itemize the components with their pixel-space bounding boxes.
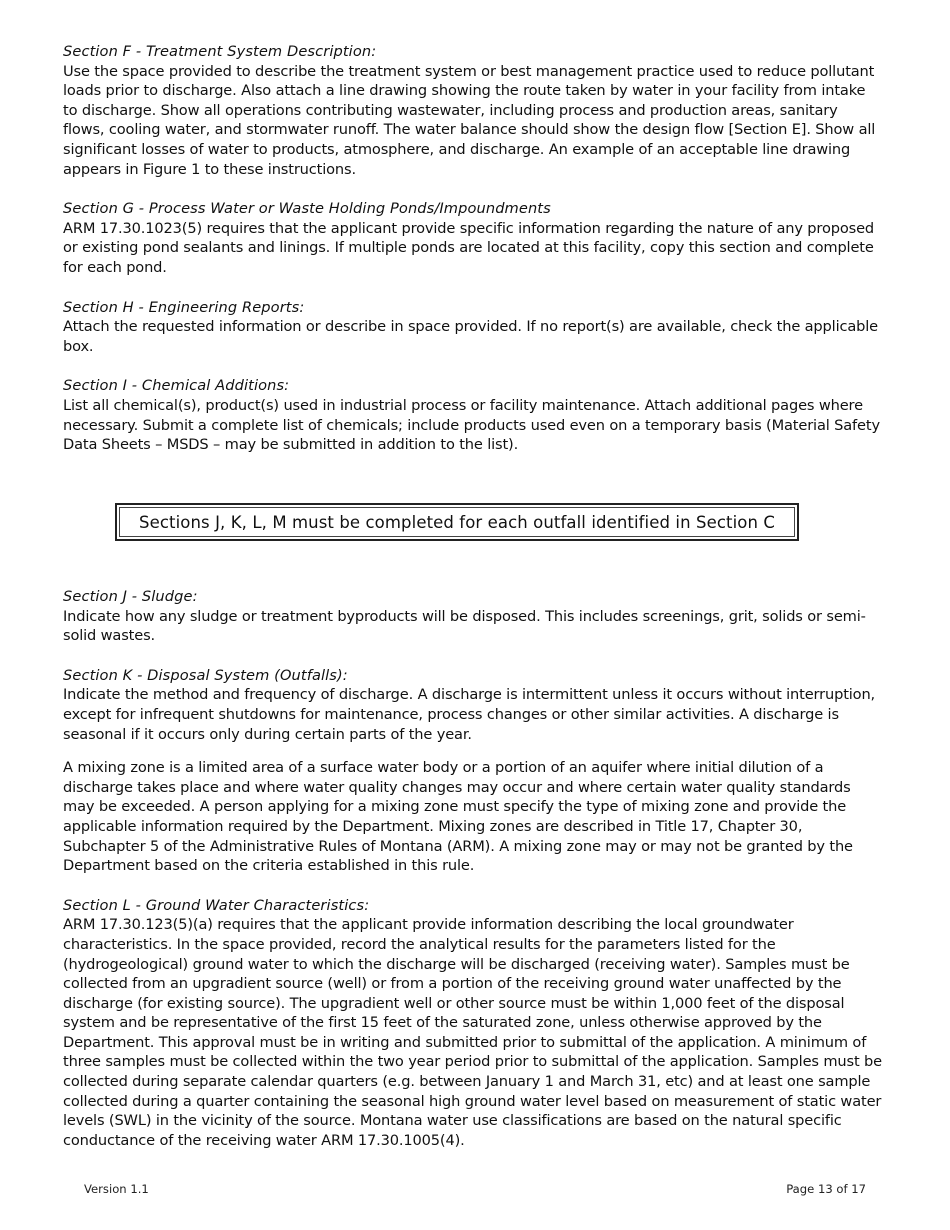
section-title: Section L - Ground Water Characteristics: [63, 896, 370, 914]
section-block [63, 298, 883, 357]
section-block [63, 896, 883, 1151]
section-title: Section I - Chemical Additions: [63, 377, 290, 395]
section-title: Section H - Engineering Reports: [63, 298, 305, 316]
section-block [63, 42, 883, 179]
section-title: Section K - Disposal System (Outfalls): [63, 666, 348, 684]
footer-version: Version 1.1 [84, 1182, 149, 1196]
section-paragraph: ARM 17.30.123(5)(a) requires that the applicant provide information describing the local groundwater characteristics. In the space provided, record the analytical results for the parameters listed for the (hydrogeological) ground water to which the discharge will be discharged (receiving water). Samples must be collected from an upgradient source (well) or from a portion of the receiving ground water unaffected by the discharge (for existing source). The upgradient well or other source must be within 1,000 feet of the disposal system and be representative of the first 15 feet of the saturated zone, unless otherwise approved by the Department. This approval must be in writing and submitted prior to submittal of the application. A minimum of three samples must be collected within the two year period prior to submittal of the application. Samples must be collected during separate calendar quarters (e.g. between January 1 and March 31, etc) and at least one sample collected during a quarter containing the seasonal high ground water level based on measurement of static water levels (SWL) in the vicinity of the source. Montana water use classifications are based on the natural specific conductance of the receiving water ARM 17.30.1005(4). [63, 916, 882, 1149]
section-paragraph: ARM 17.30.1023(5) requires that the applicant provide specific information regarding the nature of any proposed or existing pond sealants and linings. If multiple ponds are located at this facility, copy this section and complete for each pond. [63, 219, 875, 276]
section-title: Section J - Sludge: [63, 588, 198, 605]
section-block [63, 199, 883, 277]
section-title: Section F - Treatment System Description: [63, 43, 377, 60]
notice-box [115, 503, 799, 541]
section-paragraph: Indicate the method and frequency of discharge. A discharge is intermittent unless it occurs without interruption, except for infrequent shutdowns for maintenance, process changes or other similar activities. A discharge is seasonal if it occurs only during certain parts of the year. [63, 686, 876, 743]
section-block [63, 666, 883, 876]
notice-text: Sections J, K, L, M must be completed for each outfall identified in Section C [139, 512, 775, 532]
section-paragraph: List all chemical(s), product(s) used in industrial process or facility maintenance. Attach additional pages where necessary. Submit a complete list of chemicals; include products used even on a temporary basis (Material Safety Data Sheets – MSDS – may be submitted in addition to the list). [63, 396, 880, 454]
page-body-bottom [63, 587, 883, 1170]
footer-page-number: Page 13 of 17 [786, 1182, 866, 1196]
section-paragraph: Indicate how any sludge or treatment byproducts will be disposed. This includes screenings, grit, solids or semi-solid wastes. [63, 607, 866, 645]
section-block [63, 376, 883, 454]
section-paragraph: A mixing zone is a limited area of a surface water body or a portion of an aquifer where initial dilution of a discharge takes place and where water quality changes may occur and where certain water quality standards may be exceeded. A person applying for a mixing zone must specify the type of mixing zone and provide the applicable information required by the Department. Mixing zones are described in Title 17, Chapter 30, Subchapter 5 of the Administrative Rules of Montana (ARM). A mixing zone may or may not be granted by the Department based on the criteria established in this rule. [63, 759, 853, 875]
section-block [63, 587, 883, 646]
section-paragraph: Use the space provided to describe the treatment system or best management practice used to reduce pollutant loads prior to discharge. Also attach a line drawing showing the route taken by water in your facility from intake to discharge. Show all operations contributing wastewater, including process and production areas, sanitary flows, cooling water, and stormwater runoff. The water balance should show the design flow [Section E]. Show all significant losses of water to products, atmosphere, and discharge. An example of an acceptable line drawing appears in Figure 1 to these instructions. [63, 62, 876, 178]
section-paragraph: Attach the requested information or describe in space provided. If no report(s) are available, check the applicable box. [63, 318, 878, 355]
section-title: Section G - Process Water or Waste Holding Ponds/Impoundments [63, 200, 551, 218]
page-body-top [63, 42, 883, 475]
